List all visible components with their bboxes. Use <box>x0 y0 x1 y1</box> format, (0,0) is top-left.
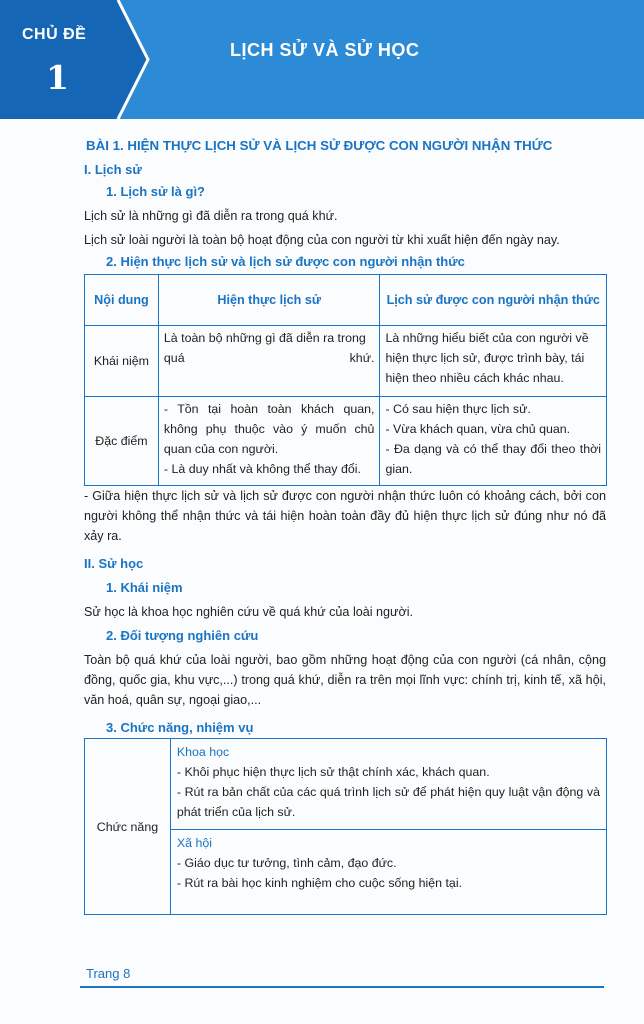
section-1-1-p1: Lịch sử là những gì đã diễn ra trong quá khứ. <box>84 209 338 223</box>
functions-table <box>84 738 607 915</box>
group-item: - Rút ra bản chất của các quá trình lịch sử để phát hiện quy luật vận động và phát triển của lịch sử. <box>176 785 600 819</box>
cell-text: - Tồn tại hoàn toàn khách quan, không phụ thuộc vào ý muốn chủ quan của con người. <box>163 402 375 456</box>
cell-text: - Đa dạng và có thể thay đổi theo thời gian. <box>385 442 601 476</box>
function-group-society <box>170 830 606 915</box>
lesson-title: BÀI 1. HIỆN THỰC LỊCH SỬ VÀ LỊCH SỬ ĐƯỢC CON NGƯỜI NHẬN THỨC <box>86 138 553 153</box>
topic-number: 1 <box>46 58 69 97</box>
row-cell <box>158 397 380 486</box>
section-2-2-heading: 2. Đối tượng nghiên cứu <box>106 628 259 643</box>
topic-header <box>0 0 644 119</box>
cell-text: - Là duy nhất và không thể thay đổi. <box>163 462 361 476</box>
section-2-1-heading: 1. Khái niệm <box>106 580 183 595</box>
cell-text: Là toàn bộ những gì đã diễn ra trong quá khứ. <box>163 331 375 365</box>
topic-label: CHỦ ĐỀ <box>22 26 87 43</box>
group-title: Xã hội <box>176 836 213 850</box>
table-header-cell: Lịch sử được con người nhận thức <box>380 275 607 326</box>
row-label: Đặc điểm <box>85 397 159 486</box>
section-2-3-heading: 3. Chức năng, nhiệm vụ <box>106 720 254 735</box>
group-item: - Khôi phục hiện thực lịch sử thật chính xác, khách quan. <box>176 765 490 779</box>
section-1-1-heading: 1. Lịch sử là gì? <box>106 184 205 199</box>
row-cell <box>380 397 607 486</box>
topic-title: LỊCH SỬ VÀ SỬ HỌC <box>230 40 420 60</box>
section-2-2-p1: Toàn bộ quá khứ của loài người, bao gồm những hoạt động của con người (cá nhân, cộng đồng, quốc gia, khu vực,...) trong quá khứ, diễn ra trên mọi lĩnh vực: chính trị, kinh tế, xã hội, văn hoá, quân sự, ngoại giao,... <box>84 653 606 707</box>
section-2-1-p1: Sử học là khoa học nghiên cứu về quá khứ của loài người. <box>84 605 414 619</box>
page-number: Trang 8 <box>86 966 131 981</box>
section-2-heading: II. Sử học <box>84 556 144 571</box>
group-item: - Rút ra bài học kinh nghiệm cho cuộc sống hiện tại. <box>176 876 463 890</box>
group-title: Khoa học <box>176 745 230 759</box>
section-1-1-p2: Lịch sử loài người là toàn bộ hoạt động của con người từ khi xuất hiện đến ngày nay. <box>84 233 560 247</box>
table-row <box>85 739 607 830</box>
functions-label: Chức năng <box>85 739 171 915</box>
reality-vs-perceived-table <box>84 274 607 486</box>
table-header-cell: Nội dung <box>85 275 159 326</box>
table-row <box>85 397 607 486</box>
footer-divider <box>80 986 604 988</box>
table-row <box>85 326 607 397</box>
table-header-row <box>85 275 607 326</box>
row-label: Khái niệm <box>85 326 159 397</box>
row-cell <box>380 326 607 397</box>
group-item: - Giáo dục tư tưởng, tình cảm, đạo đức. <box>176 856 397 870</box>
section-1-heading: I. Lịch sử <box>84 162 142 177</box>
section-1-2-heading: 2. Hiện thực lịch sử và lịch sử được con người nhận thức <box>106 254 465 269</box>
cell-text: - Vừa khách quan, vừa chủ quan. <box>385 422 571 436</box>
function-group-science <box>170 739 606 830</box>
section-1-2-note: - Giữa hiện thực lịch sử và lịch sử được con người nhận thức luôn có khoảng cách, bởi con người không thể nhận thức và tái hiện hoàn toàn đầy đủ hiện thực lịch sử đúng như nó đã xảy ra. <box>84 489 606 543</box>
cell-text: Là những hiểu biết của con người về hiện thực lịch sử, được trình bày, tái hiện theo nhiều cách khác nhau. <box>385 331 589 385</box>
cell-text: - Có sau hiện thực lịch sử. <box>385 402 531 416</box>
table-header-cell: Hiện thực lịch sử <box>158 275 380 326</box>
row-cell <box>158 326 380 397</box>
